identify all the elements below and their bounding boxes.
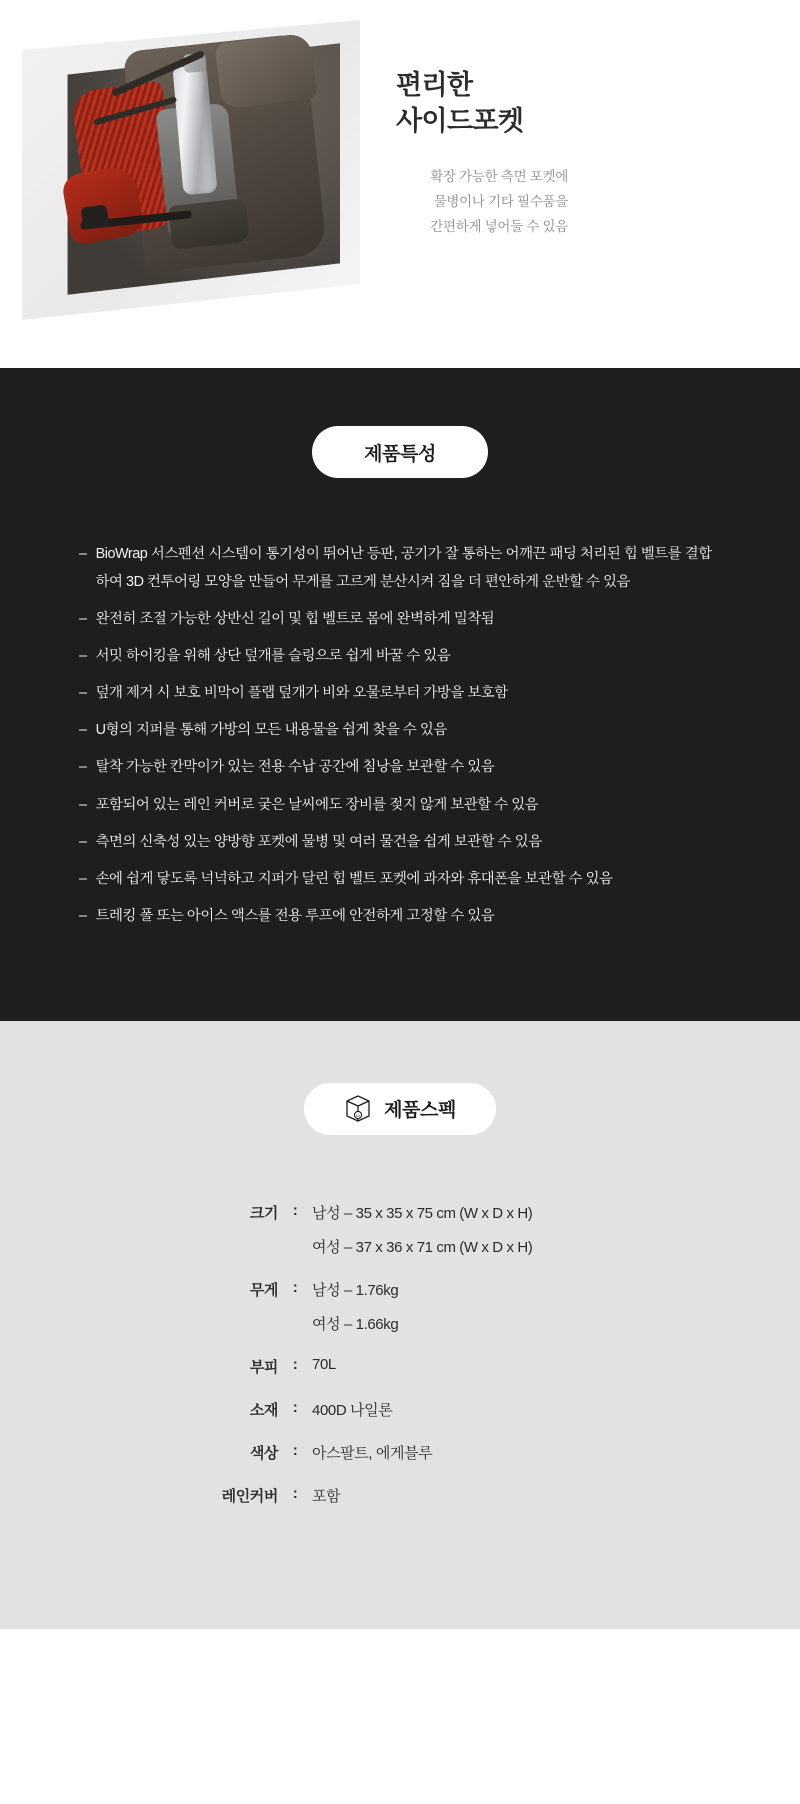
hero-title-line-1: 편리한 bbox=[396, 70, 473, 100]
feature-text: U형의 지퍼를 통해 가방의 모든 내용물을 쉽게 찾을 수 있음 bbox=[95, 722, 447, 739]
backpack-lower-pocket bbox=[168, 198, 250, 250]
feature-item bbox=[79, 716, 721, 744]
feature-item bbox=[79, 540, 721, 596]
spec-row-colon bbox=[278, 1234, 312, 1268]
spec-row-colon bbox=[278, 1311, 312, 1345]
feature-text: 서밋 하이킹을 위해 상단 덮개를 슬링으로 쉽게 바꿀 수 있음 bbox=[95, 648, 451, 665]
spec-row-colon: : bbox=[292, 1201, 298, 1219]
spec-row-colon: : bbox=[292, 1355, 298, 1373]
feature-bullet-dash: – bbox=[79, 611, 87, 628]
spec-row bbox=[158, 1431, 642, 1474]
spec-row-key: 레인커버 bbox=[221, 1487, 278, 1505]
feature-bullet-dash: – bbox=[79, 546, 87, 562]
feature-bullet-dash: – bbox=[79, 685, 87, 702]
feature-item bbox=[79, 791, 721, 819]
spec-badge-label: 제품스펙 bbox=[384, 1100, 456, 1122]
feature-item bbox=[79, 902, 721, 930]
spec-table bbox=[158, 1191, 642, 1517]
feature-text: 측면의 신축성 있는 양방향 포켓에 물병 및 여러 물건을 쉽게 보관할 수 있음 bbox=[95, 833, 542, 850]
spec-row bbox=[158, 1234, 642, 1268]
hero-subtitle bbox=[396, 165, 568, 240]
feature-bullet-dash: – bbox=[79, 907, 87, 924]
spec-row-value: 여성 – 37 x 36 x 71 cm (W x D x H) bbox=[312, 1238, 533, 1256]
spec-row-colon: : bbox=[292, 1398, 298, 1416]
feature-bullet-dash: – bbox=[79, 870, 87, 887]
hero-subtitle-line-2: 물병이나 기타 필수품을 bbox=[433, 194, 568, 210]
spec-row-key: 소재 bbox=[249, 1401, 278, 1419]
feature-text: 손에 쉽게 닿도록 넉넉하고 지퍼가 달린 힙 벨트 포켓에 과자와 휴대폰을 보관할 수 있음 bbox=[95, 870, 613, 887]
feature-text: 덮개 제거 시 보호 비막이 플랩 덮개가 비와 오물로부터 가방을 보호함 bbox=[95, 685, 508, 702]
feature-bullet-dash: – bbox=[79, 648, 87, 665]
feature-bullet-dash: – bbox=[79, 759, 87, 776]
hero-title-line-2: 사이드포켓 bbox=[396, 105, 524, 136]
spec-row-key: 색상 bbox=[249, 1444, 278, 1462]
belt-buckle bbox=[81, 204, 110, 229]
spec-row-key: 부피 bbox=[249, 1358, 278, 1376]
hero-text-block bbox=[396, 68, 766, 240]
hero-section bbox=[0, 0, 800, 368]
svg-text:ω: ω bbox=[356, 1113, 360, 1119]
feature-item bbox=[79, 753, 721, 781]
spec-row-colon: : bbox=[292, 1441, 298, 1459]
spec-row-value: 남성 – 1.76kg bbox=[312, 1281, 399, 1299]
spec-row-value: 아스팔트, 에게블루 bbox=[312, 1444, 433, 1462]
spec-row bbox=[158, 1191, 642, 1234]
feature-text: BioWrap 서스펜션 시스템이 통기성이 뛰어난 등판, 공기가 잘 통하는 어깨끈 패딩 처리된 힙 벨트를 결합하여 3D 컨투어링 모양을 만들어 무게를 고르게 분산시켜 짐을 더 편안하게 운반할 수 있음 bbox=[95, 546, 712, 591]
spec-row bbox=[158, 1474, 642, 1517]
spec-row-key: 크기 bbox=[249, 1204, 278, 1222]
feature-bullet-dash: – bbox=[79, 833, 87, 850]
feature-text: 트레킹 폴 또는 아이스 액스를 전용 루프에 안전하게 고정할 수 있음 bbox=[95, 907, 495, 924]
feature-item bbox=[79, 642, 721, 670]
spec-section bbox=[0, 1021, 800, 1629]
box-icon bbox=[344, 1094, 372, 1124]
hero-subtitle-line-3: 간편하게 넣어둘 수 있음 bbox=[430, 219, 568, 235]
side-pocket-product-photo bbox=[22, 20, 360, 320]
features-list bbox=[79, 540, 721, 930]
features-badge-label: 제품특성 bbox=[364, 443, 436, 465]
hero-title bbox=[396, 68, 766, 139]
spec-row-key bbox=[158, 1311, 278, 1345]
spec-row-colon: : bbox=[292, 1484, 298, 1502]
spec-row-key: 무게 bbox=[249, 1281, 278, 1299]
feature-item bbox=[79, 865, 721, 893]
feature-bullet-dash: – bbox=[79, 722, 87, 739]
feature-text: 탈착 가능한 칸막이가 있는 전용 수납 공간에 침낭을 보관할 수 있음 bbox=[95, 759, 495, 776]
feature-text: 완전히 조절 가능한 상반신 길이 및 힙 벨트로 몸에 완벽하게 밀착됨 bbox=[95, 611, 495, 628]
feature-text: 포함되어 있는 레인 커버로 궂은 날씨에도 장비를 젖지 않게 보관할 수 있음 bbox=[95, 796, 539, 813]
spec-row-value: 남성 – 35 x 35 x 75 cm (W x D x H) bbox=[312, 1204, 533, 1222]
spec-row-colon: : bbox=[292, 1278, 298, 1296]
feature-bullet-dash: – bbox=[79, 796, 87, 813]
feature-item bbox=[79, 679, 721, 707]
spec-row bbox=[158, 1388, 642, 1431]
spec-row-value: 포함 bbox=[312, 1487, 341, 1505]
spec-row bbox=[158, 1268, 642, 1311]
spec-row-value: 70L bbox=[312, 1355, 336, 1373]
spec-row-value: 400D 나일론 bbox=[312, 1401, 393, 1419]
hero-subtitle-line-1: 확장 가능한 측면 포켓에 bbox=[430, 169, 568, 185]
spec-row-value: 여성 – 1.66kg bbox=[312, 1315, 399, 1333]
spec-badge bbox=[304, 1083, 496, 1135]
spec-row-key bbox=[158, 1234, 278, 1268]
features-badge bbox=[312, 426, 488, 478]
feature-item bbox=[79, 828, 721, 856]
spec-row bbox=[158, 1311, 642, 1345]
backpack-top-flap bbox=[214, 32, 317, 109]
features-section bbox=[0, 368, 800, 1021]
feature-item bbox=[79, 605, 721, 633]
spec-row bbox=[158, 1345, 642, 1388]
